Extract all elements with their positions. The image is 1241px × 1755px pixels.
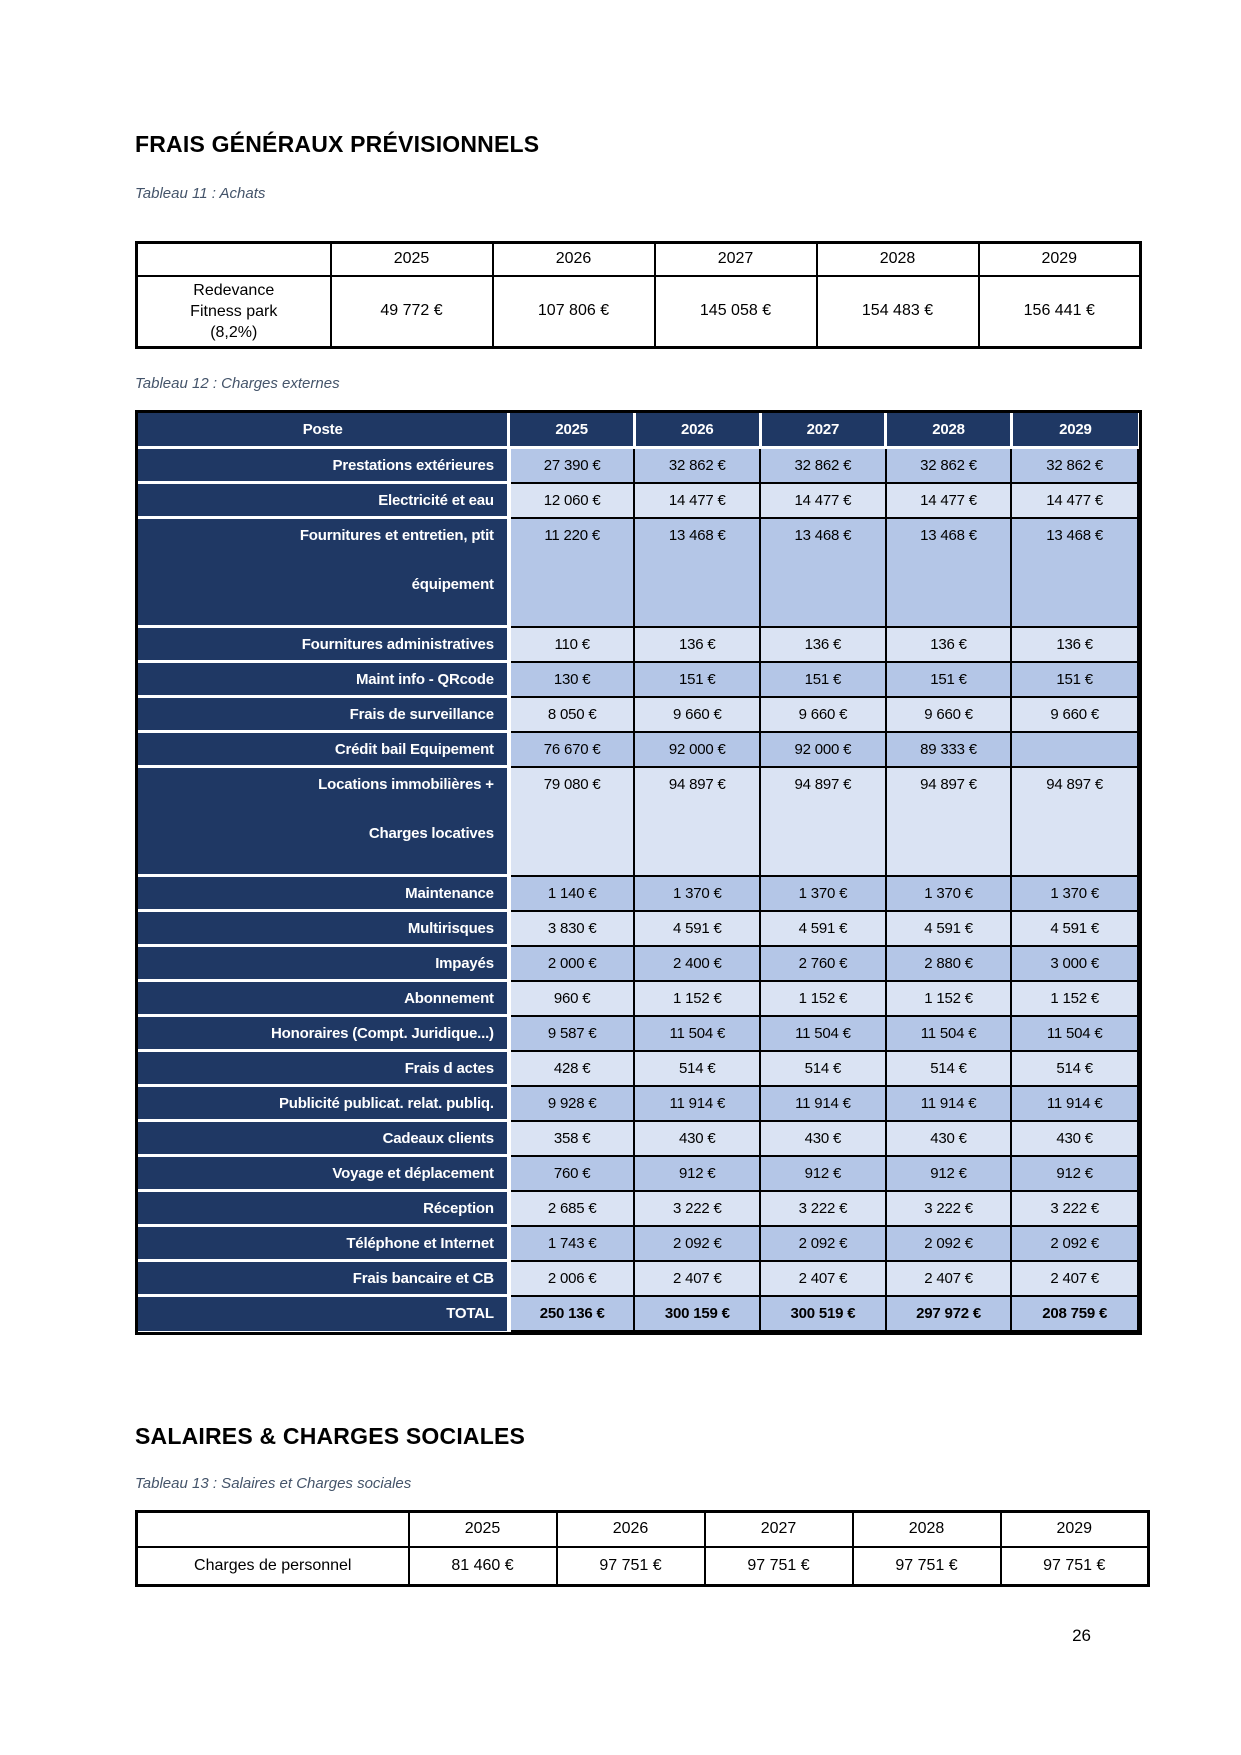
charges-table-row [138,1016,1138,1051]
achats-value: 145 058 € [655,276,817,348]
charges-row-value: 9 928 € [509,1086,635,1121]
charges-row-value: 3 222 € [1011,1191,1138,1226]
charges-row-label [138,946,509,981]
salaires-value: 97 751 € [853,1547,1001,1585]
charges-row-value: 430 € [634,1121,760,1156]
achats-value: 154 483 € [817,276,979,348]
achats-header-year: 2029 [979,243,1141,276]
charges-row-value: 1 370 € [886,876,1012,911]
salaires-value: 97 751 € [1001,1547,1149,1585]
charges-row-label-line: Fournitures administratives [301,635,494,653]
charges-row-value: 2 407 € [760,1261,886,1296]
charges-row-value: 11 220 € [509,518,635,627]
charges-row-value: 2 407 € [634,1261,760,1296]
charges-row-label [138,1296,509,1331]
charges-row-label-line: Electricité et eau [378,491,494,509]
charges-row-value: 92 000 € [634,732,760,767]
salaires-data-row [137,1547,1149,1585]
charges-row-value: 27 390 € [509,448,635,483]
charges-row-value: 9 587 € [509,1016,635,1051]
charges-row-label-line: Prestations extérieures [332,456,494,474]
charges-row-value: 14 477 € [886,483,1012,518]
salaires-header-year: 2028 [853,1511,1001,1547]
charges-table-row [138,483,1138,518]
charges-row-value: 11 914 € [886,1086,1012,1121]
charges-row-value: 9 660 € [1011,697,1138,732]
salaires-header-year: 2026 [557,1511,705,1547]
charges-row-label [138,981,509,1016]
charges-row-value: 32 862 € [886,448,1012,483]
charges-row-value: 2 407 € [886,1261,1012,1296]
charges-row-value: 94 897 € [760,767,886,876]
charges-header-year: 2029 [1011,413,1138,448]
charges-row-value: 430 € [760,1121,886,1156]
charges-row-value: 2 092 € [886,1226,1012,1261]
charges-row-label-line: Abonnement [404,989,494,1007]
charges-row-label [138,911,509,946]
charges-row-label-line: Publicité publicat. relat. publiq. [278,1094,494,1112]
charges-row-label-line: Maint info - QRcode [355,670,494,688]
achats-value: 107 806 € [493,276,655,348]
charges-row-value: 12 060 € [509,483,635,518]
charges-row-value: 9 660 € [760,697,886,732]
charges-row-value: 79 080 € [509,767,635,876]
achats-value: 49 772 € [331,276,493,348]
charges-row-value: 11 914 € [760,1086,886,1121]
charges-row-value: 2 685 € [509,1191,635,1226]
charges-row-label-line: Maintenance [405,884,494,902]
charges-row-value: 2 407 € [1011,1261,1138,1296]
charges-row-value: 912 € [634,1156,760,1191]
charges-row-value: 9 660 € [634,697,760,732]
charges-table-row [138,627,1138,662]
charges-row-value: 912 € [886,1156,1012,1191]
charges-row-value: 136 € [760,627,886,662]
charges-table-row [138,1226,1138,1261]
charges-header-year: 2025 [509,413,635,448]
charges-row-value: 912 € [760,1156,886,1191]
charges-row-value: 13 468 € [634,518,760,627]
salaires-header-year: 2029 [1001,1511,1149,1547]
charges-row-value: 136 € [1011,627,1138,662]
charges-row-label [138,1121,509,1156]
charges-row-label-line: Fournitures et entretien, ptit [299,527,494,544]
charges-row-label-line: Impayés [435,954,494,972]
charges-row-value: 11 504 € [1011,1016,1138,1051]
salaires-header-year: 2025 [409,1511,557,1547]
charges-row-value: 4 591 € [1011,911,1138,946]
salaires-value: 81 460 € [409,1547,557,1585]
section-title-salaires: SALAIRES & CHARGES SOCIALES [135,1422,526,1449]
achats-header-year: 2026 [493,243,655,276]
charges-row-value: 136 € [634,627,760,662]
charges-row-value: 514 € [886,1051,1012,1086]
charges-row-label [138,1086,509,1121]
achats-header-empty-cell [137,243,331,276]
charges-row-value: 1 743 € [509,1226,635,1261]
achats-header-year: 2028 [817,243,979,276]
charges-row-value: 151 € [1011,662,1138,697]
charges-table-row [138,1121,1138,1156]
charges-row-value: 514 € [1011,1051,1138,1086]
salaires-header-year: 2027 [705,1511,853,1547]
charges-row-value: 11 504 € [886,1016,1012,1051]
charges-row-value: 3 222 € [886,1191,1012,1226]
charges-row-value: 1 152 € [760,981,886,1016]
charges-row-label-line: Voyage et déplacement [332,1164,494,1182]
charges-header-year: 2028 [886,413,1012,448]
achats-row-label: Redevance Fitness park (8,2%) [137,276,331,348]
charges-row-label-line: Crédit bail Equipement [334,740,494,758]
charges-row-label-line: équipement [411,576,494,593]
charges-row-value: 151 € [634,662,760,697]
charges-row-value: 2 760 € [760,946,886,981]
charges-row-value: 428 € [509,1051,635,1086]
charges-row-value: 2 092 € [760,1226,886,1261]
charges-row-label [138,518,509,627]
charges-row-value: 151 € [886,662,1012,697]
charges-row-value: 760 € [509,1156,635,1191]
charges-row-label [138,697,509,732]
charges-table-row [138,1296,1138,1331]
charges-row-value: 1 140 € [509,876,635,911]
charges-row-value: 151 € [760,662,886,697]
charges-row-value: 4 591 € [760,911,886,946]
charges-row-label [138,732,509,767]
charges-row-value: 3 222 € [760,1191,886,1226]
charges-row-value: 32 862 € [760,448,886,483]
charges-row-value: 32 862 € [1011,448,1138,483]
salaires-value: 97 751 € [705,1547,853,1585]
charges-row-value: 110 € [509,627,635,662]
charges-row-value: 300 519 € [760,1296,886,1331]
achats-header-row [137,243,1141,276]
charges-row-value: 11 504 € [760,1016,886,1051]
charges-row-value: 13 468 € [1011,518,1138,627]
charges-table-row [138,1051,1138,1086]
charges-header-year: 2026 [634,413,760,448]
charges-row-label-line: Honoraires (Compt. Juridique...) [271,1024,494,1042]
charges-table-row [138,946,1138,981]
charges-table-row [138,732,1138,767]
charges-row-label [138,1051,509,1086]
charges-row-value: 13 468 € [760,518,886,627]
charges-row-value: 300 159 € [634,1296,760,1331]
charges-row-value: 430 € [886,1121,1012,1156]
charges-row-value: 297 972 € [886,1296,1012,1331]
charges-row-value: 11 504 € [634,1016,760,1051]
charges-row-value: 92 000 € [760,732,886,767]
charges-row-value: 76 670 € [509,732,635,767]
charges-row-label [138,1016,509,1051]
achats-data-row [137,276,1141,348]
table12-caption: Tableau 12 : Charges externes [135,375,340,392]
charges-row-value: 250 136 € [509,1296,635,1331]
charges-row-label-line: Frais d actes [404,1059,494,1077]
charges-row-label-line: Locations immobilières + [318,776,494,793]
section-title-frais-generaux: FRAIS GÉNÉRAUX PRÉVISIONNELS [135,131,540,157]
charges-row-value: 2 092 € [1011,1226,1138,1261]
charges-table-row [138,981,1138,1016]
salaires-header-empty-cell [137,1511,409,1547]
charges-row-label [138,1156,509,1191]
charges-row-label [138,1261,509,1296]
page-number: 26 [1072,1626,1091,1645]
charges-row-value: 94 897 € [634,767,760,876]
salaires-header-row [137,1511,1149,1547]
charges-externes-table [138,413,1139,1332]
charges-row-value: 208 759 € [1011,1296,1138,1331]
charges-row-value: 14 477 € [634,483,760,518]
charges-header-row [138,413,1138,448]
charges-row-value: 430 € [1011,1121,1138,1156]
charges-table-row [138,911,1138,946]
achats-value: 156 441 € [979,276,1141,348]
charges-row-label [138,1191,509,1226]
charges-row-label [138,483,509,518]
charges-row-value: 1 370 € [1011,876,1138,911]
charges-row-value: 1 152 € [1011,981,1138,1016]
charges-row-value: 514 € [634,1051,760,1086]
charges-row-value: 4 591 € [886,911,1012,946]
charges-row-label-line: TOTAL [446,1305,494,1323]
charges-row-value: 8 050 € [509,697,635,732]
charges-row-value: 514 € [760,1051,886,1086]
charges-row-value: 2 400 € [634,946,760,981]
charges-row-value: 94 897 € [1011,767,1138,876]
charges-row-value: 358 € [509,1121,635,1156]
charges-table-row [138,1086,1138,1121]
charges-table-body [138,448,1138,1331]
charges-row-value: 2 092 € [634,1226,760,1261]
charges-row-value: 960 € [509,981,635,1016]
charges-header-year: 2027 [760,413,886,448]
charges-row-value: 1 152 € [886,981,1012,1016]
achats-header-year: 2025 [331,243,493,276]
charges-table-row [138,1261,1138,1296]
charges-row-value: 2 880 € [886,946,1012,981]
charges-row-label-line: Charges locatives [368,825,494,842]
salaires-row-label: Charges de personnel [137,1547,409,1585]
charges-table-row [138,876,1138,911]
table11-caption: Tableau 11 : Achats [135,185,266,202]
charges-row-value: 13 468 € [886,518,1012,627]
charges-row-value: 3 000 € [1011,946,1138,981]
charges-table-row [138,662,1138,697]
charges-row-label [138,448,509,483]
charges-row-value: 130 € [509,662,635,697]
charges-row-label [138,627,509,662]
charges-row-label-line: Cadeaux clients [382,1129,494,1147]
salaires-table [135,1510,1150,1587]
charges-row-value: 912 € [1011,1156,1138,1191]
charges-row-label-line: Téléphone et Internet [346,1234,494,1252]
charges-row-label [138,876,509,911]
charges-row-value: 89 333 € [886,732,1012,767]
achats-header-year: 2027 [655,243,817,276]
charges-row-value: 3 830 € [509,911,635,946]
charges-row-value: 2 000 € [509,946,635,981]
charges-table-row [138,1156,1138,1191]
charges-header-poste: Poste [138,413,509,448]
charges-table-row [138,518,1138,627]
charges-row-value: 94 897 € [886,767,1012,876]
charges-row-value: 11 914 € [634,1086,760,1121]
table13-caption: Tableau 13 : Salaires et Charges sociales [135,1474,412,1492]
achats-table [135,241,1142,349]
charges-row-value: 3 222 € [634,1191,760,1226]
charges-row-value: 9 660 € [886,697,1012,732]
charges-table-row [138,448,1138,483]
charges-row-value: 14 477 € [760,483,886,518]
charges-row-value: 11 914 € [1011,1086,1138,1121]
charges-row-value: 2 006 € [509,1261,635,1296]
charges-row-label [138,1226,509,1261]
charges-row-label [138,662,509,697]
page-content [135,0,1155,1587]
charges-row-label-line: Frais bancaire et CB [352,1269,494,1287]
charges-row-label-line: Réception [423,1199,494,1217]
charges-row-value: 1 370 € [760,876,886,911]
charges-row-value [1011,732,1138,767]
charges-table-row [138,767,1138,876]
charges-row-label [138,767,509,876]
charges-externes-table-frame [135,410,1142,1335]
charges-row-value: 14 477 € [1011,483,1138,518]
salaires-value: 97 751 € [557,1547,705,1585]
charges-row-value: 136 € [886,627,1012,662]
charges-row-value: 1 152 € [634,981,760,1016]
charges-table-row [138,697,1138,732]
charges-row-value: 32 862 € [634,448,760,483]
charges-row-label-line: Multirisques [407,919,494,937]
charges-row-value: 1 370 € [634,876,760,911]
charges-table-row [138,1191,1138,1226]
charges-row-value: 4 591 € [634,911,760,946]
charges-row-label-line: Frais de surveillance [349,705,494,723]
